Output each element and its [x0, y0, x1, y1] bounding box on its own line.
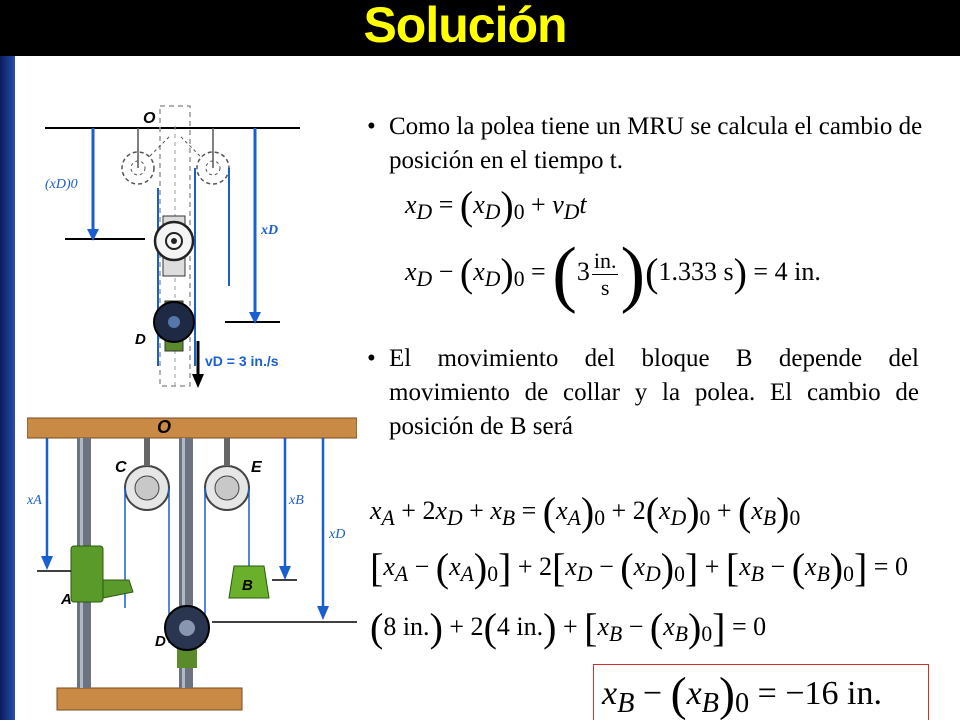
- bullet-dot-1: •: [367, 113, 376, 140]
- top-label-vD: vD = 3 in./s: [205, 353, 279, 369]
- bullet-2-text: El movimiento del bloque B depende del movimiento de collar y la polea. El cambio de posición de B será: [389, 345, 919, 440]
- bottom-label-xD: xD: [329, 527, 346, 542]
- bullet-1-text: Como la polea tiene un MRU se calcula el cambio de posición en el tiempo t.: [389, 113, 923, 174]
- top-label-D: D: [135, 331, 146, 348]
- bottom-label-xA: xA: [27, 493, 42, 508]
- equation-result: $x_B - (x_B)_0 = -16$ in.: [602, 668, 882, 720]
- equation-differences: $[x_A - (x_A)_0] + 2[x_D - (x_D)_0] + [x_B - (x_B)_0] = 0$: [370, 545, 908, 590]
- bottom-label-B: B: [242, 577, 253, 594]
- slide-body: [15, 56, 960, 720]
- equation-constraint: $x_A + 2x_D + x_B = (x_A)_0 + 2(x_D)_0 + (x_B)_0$: [370, 489, 801, 534]
- eq5-b: 4 in.: [496, 612, 544, 641]
- bullet-2: [367, 342, 919, 444]
- bottom-label-E: E: [251, 459, 262, 476]
- top-label-O: O: [143, 110, 156, 127]
- bottom-label-O: O: [157, 417, 172, 437]
- bottom-label-D: D: [155, 633, 166, 650]
- bullet-dot-2: •: [367, 345, 376, 372]
- bottom-label-xB: xB: [289, 493, 304, 508]
- equation-substituted: (8 in.) + 2(4 $in.) + [x_B - (x_B)_0] = 0$: [370, 605, 767, 650]
- eq2-num: 3: [576, 257, 590, 286]
- top-label-xD: xD: [261, 223, 279, 238]
- title-bar: [0, 0, 960, 56]
- left-accent-bar: [0, 56, 15, 720]
- bullet-1: [367, 110, 941, 178]
- result-box: [593, 664, 929, 720]
- eq5-a: 8 in.: [383, 612, 430, 641]
- equation-xD-change: $x_D - (x_D)_0 = (3$ $\frac{in.}{s}$ )(1.333 s) = 4 in.: [405, 233, 821, 315]
- bottom-label-A: A: [61, 591, 72, 608]
- eq2-time: 1.333 s: [658, 257, 734, 286]
- result-value: −16 in.: [785, 675, 882, 712]
- bottom-system-figure: [27, 408, 357, 720]
- eq2-frac-bot: s: [600, 274, 610, 300]
- bottom-label-C: C: [115, 459, 127, 476]
- top-label-xD0: (xD)0: [45, 177, 78, 192]
- equation-xD: $x_D = (x_D)_0 + v_Dt$: [405, 183, 587, 228]
- slide-title: Solución: [363, 0, 567, 53]
- top-pulley-figure: [35, 96, 345, 396]
- eq2-frac-top: in.: [593, 247, 617, 273]
- eq2-result: 4 in.: [774, 257, 821, 286]
